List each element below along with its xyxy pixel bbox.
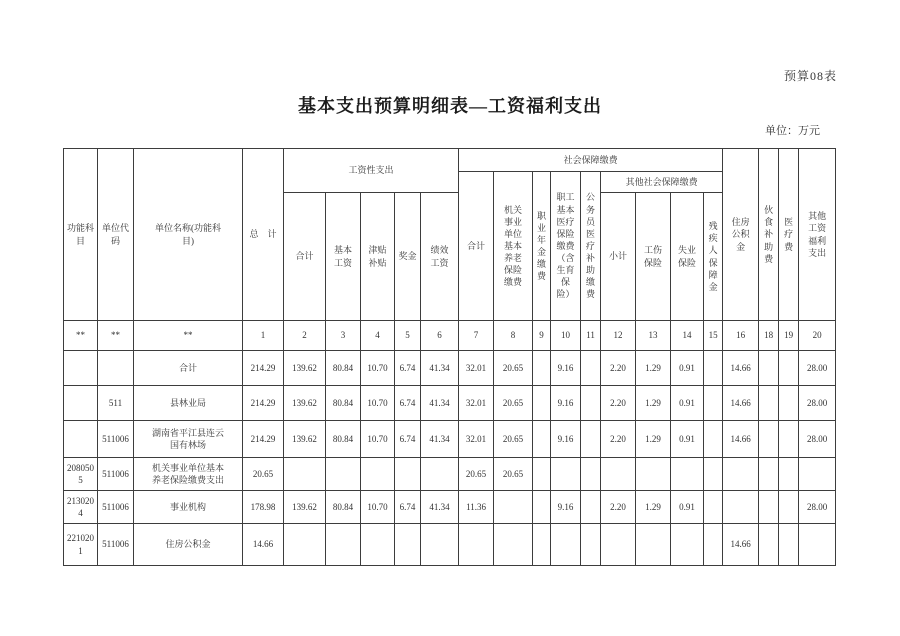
table-cell bbox=[759, 421, 779, 458]
table-cell bbox=[759, 458, 779, 491]
table-cell: 9.16 bbox=[551, 386, 581, 421]
table-cell: 28.00 bbox=[799, 386, 836, 421]
table-cell: 14.66 bbox=[723, 421, 759, 458]
table-cell bbox=[779, 421, 799, 458]
table-cell: 20.65 bbox=[494, 351, 533, 386]
table-cell: 214.29 bbox=[243, 421, 284, 458]
table-cell: 32.01 bbox=[459, 351, 494, 386]
index-cell: 14 bbox=[671, 321, 704, 351]
header-pension-insurance-text: 机关事业单位基本养老保险缴费 bbox=[504, 204, 523, 288]
table-cell: 14.66 bbox=[243, 524, 284, 566]
header-unit-name-text: 单位名称(功能科目) bbox=[155, 223, 221, 246]
table-cell: 10.70 bbox=[361, 421, 395, 458]
header-func-subject: 功能科目 bbox=[64, 149, 98, 321]
table-cell: 合计 bbox=[134, 351, 243, 386]
table-cell bbox=[533, 491, 551, 524]
table-cell bbox=[704, 524, 723, 566]
table-cell: 2210201 bbox=[64, 524, 98, 566]
header-other-welfare-text: 其他工资福利支出 bbox=[808, 211, 827, 258]
table-cell bbox=[395, 524, 421, 566]
header-food-subsidy: 伙食补助费 bbox=[759, 149, 779, 321]
index-cell: 7 bbox=[459, 321, 494, 351]
header-allowance bbox=[361, 193, 395, 321]
table-cell: 14.66 bbox=[723, 524, 759, 566]
index-cell: 8 bbox=[494, 321, 533, 351]
table-cell: 28.00 bbox=[799, 421, 836, 458]
table-cell: 1.29 bbox=[636, 421, 671, 458]
table-cell bbox=[723, 491, 759, 524]
table-cell: 10.70 bbox=[361, 386, 395, 421]
table-cell bbox=[704, 458, 723, 491]
table-cell: 0.91 bbox=[671, 386, 704, 421]
index-cell: 5 bbox=[395, 321, 421, 351]
table-cell: 9.16 bbox=[551, 421, 581, 458]
table-cell: 0.91 bbox=[671, 421, 704, 458]
table-cell: 20.65 bbox=[494, 386, 533, 421]
table-cell: 41.34 bbox=[421, 351, 459, 386]
index-cell: 10 bbox=[551, 321, 581, 351]
header-housing-fund-text: 住房公积金 bbox=[731, 217, 750, 252]
table-cell: 机关事业单位基本养老保险缴费支出 bbox=[134, 458, 243, 491]
table-cell: 20.65 bbox=[459, 458, 494, 491]
table-cell bbox=[494, 524, 533, 566]
header-injury-insurance bbox=[636, 193, 671, 321]
table-cell: 28.00 bbox=[799, 351, 836, 386]
table-cell bbox=[704, 421, 723, 458]
index-cell: 3 bbox=[326, 321, 361, 351]
index-cell: 18 bbox=[759, 321, 779, 351]
table-cell bbox=[799, 458, 836, 491]
index-cell: 15 bbox=[704, 321, 723, 351]
table-cell bbox=[459, 524, 494, 566]
header-other-social-subtotal: 小计 bbox=[601, 193, 636, 321]
index-cell: ** bbox=[64, 321, 98, 351]
table-cell bbox=[581, 491, 601, 524]
header-performance-wage-text: 绩效工资 bbox=[430, 245, 449, 268]
table-cell bbox=[326, 524, 361, 566]
table-cell bbox=[533, 351, 551, 386]
index-cell: ** bbox=[134, 321, 243, 351]
table-cell: 214.29 bbox=[243, 351, 284, 386]
index-cell: 20 bbox=[799, 321, 836, 351]
table-cell: 10.70 bbox=[361, 351, 395, 386]
table-cell bbox=[601, 458, 636, 491]
table-cell bbox=[421, 524, 459, 566]
table-cell: 214.29 bbox=[243, 386, 284, 421]
table-cell: 6.74 bbox=[395, 351, 421, 386]
table-cell: 511 bbox=[98, 386, 134, 421]
table-cell: 2.20 bbox=[601, 386, 636, 421]
table-cell: 41.34 bbox=[421, 386, 459, 421]
table-cell bbox=[64, 421, 98, 458]
index-cell: ** bbox=[98, 321, 134, 351]
table-cell bbox=[779, 458, 799, 491]
table-cell: 20.65 bbox=[494, 458, 533, 491]
table-cell bbox=[551, 458, 581, 491]
table-cell bbox=[779, 386, 799, 421]
table-cell: 1.29 bbox=[636, 386, 671, 421]
table-cell: 139.62 bbox=[284, 491, 326, 524]
table-cell: 14.66 bbox=[723, 351, 759, 386]
header-unit-code: 单位代码 bbox=[98, 149, 134, 321]
table-cell bbox=[361, 524, 395, 566]
table-cell bbox=[533, 386, 551, 421]
table-cell bbox=[64, 351, 98, 386]
table-cell: 住房公积金 bbox=[134, 524, 243, 566]
header-housing-fund bbox=[723, 149, 759, 321]
table-cell bbox=[759, 491, 779, 524]
table-cell: 2.20 bbox=[601, 491, 636, 524]
table-cell: 6.74 bbox=[395, 421, 421, 458]
index-row bbox=[64, 321, 836, 351]
table-cell bbox=[395, 458, 421, 491]
header-injury-insurance-text: 工伤保险 bbox=[644, 245, 663, 268]
table-cell bbox=[779, 491, 799, 524]
table-cell bbox=[64, 386, 98, 421]
table-cell bbox=[759, 386, 779, 421]
header-unit-name bbox=[134, 149, 243, 321]
table-cell: 80.84 bbox=[326, 351, 361, 386]
table-cell: 139.62 bbox=[284, 386, 326, 421]
header-unemployment-insurance-text: 失业保险 bbox=[678, 245, 697, 268]
table-cell bbox=[636, 458, 671, 491]
table-row bbox=[64, 491, 836, 524]
table-cell bbox=[533, 421, 551, 458]
budget-table bbox=[63, 148, 836, 566]
header-medical-fee: 医疗费 bbox=[779, 149, 799, 321]
table-cell bbox=[581, 421, 601, 458]
table-cell bbox=[636, 524, 671, 566]
table-cell: 1.29 bbox=[636, 491, 671, 524]
table-cell: 14.66 bbox=[723, 386, 759, 421]
header-total: 总 计 bbox=[243, 149, 284, 321]
header-allowance-text: 津贴补贴 bbox=[368, 245, 387, 268]
table-cell: 11.36 bbox=[459, 491, 494, 524]
table-cell: 178.98 bbox=[243, 491, 284, 524]
index-cell: 11 bbox=[581, 321, 601, 351]
table-cell bbox=[581, 351, 601, 386]
table-cell bbox=[671, 458, 704, 491]
index-cell: 9 bbox=[533, 321, 551, 351]
table-cell bbox=[779, 524, 799, 566]
header-medical-insurance-text: 职工基本医疗保险缴费（含生育保险） bbox=[556, 192, 575, 300]
table-cell bbox=[533, 524, 551, 566]
table-cell: 10.70 bbox=[361, 491, 395, 524]
table-cell: 41.34 bbox=[421, 421, 459, 458]
table-cell: 511006 bbox=[98, 421, 134, 458]
table-cell bbox=[421, 458, 459, 491]
table-row bbox=[64, 524, 836, 566]
table-cell: 0.91 bbox=[671, 351, 704, 386]
table-cell: 6.74 bbox=[395, 386, 421, 421]
header-medical-insurance bbox=[551, 172, 581, 321]
table-cell bbox=[704, 491, 723, 524]
table-cell bbox=[284, 524, 326, 566]
table-cell: 139.62 bbox=[284, 421, 326, 458]
page-title: 基本支出预算明细表—工资福利支出 bbox=[298, 96, 602, 116]
table-cell bbox=[759, 351, 779, 386]
table-cell bbox=[533, 458, 551, 491]
header-social-group: 社会保障缴费 bbox=[459, 149, 723, 172]
table-cell bbox=[601, 524, 636, 566]
table-cell: 2.20 bbox=[601, 421, 636, 458]
table-cell bbox=[581, 458, 601, 491]
table-cell: 事业机构 bbox=[134, 491, 243, 524]
index-cell: 1 bbox=[243, 321, 284, 351]
table-cell bbox=[779, 351, 799, 386]
table-body bbox=[64, 321, 836, 566]
table-cell: 0.91 bbox=[671, 491, 704, 524]
table-cell bbox=[98, 351, 134, 386]
table-cell bbox=[326, 458, 361, 491]
table-cell: 2080505 bbox=[64, 458, 98, 491]
table-cell: 县林业局 bbox=[134, 386, 243, 421]
table-cell bbox=[759, 524, 779, 566]
table-cell: 1.29 bbox=[636, 351, 671, 386]
table-cell: 511006 bbox=[98, 524, 134, 566]
index-cell: 4 bbox=[361, 321, 395, 351]
header-other-welfare bbox=[799, 149, 836, 321]
table-row bbox=[64, 351, 836, 386]
index-cell: 12 bbox=[601, 321, 636, 351]
table-cell: 80.84 bbox=[326, 421, 361, 458]
table-cell bbox=[799, 524, 836, 566]
header-performance-wage bbox=[421, 193, 459, 321]
table-row bbox=[64, 458, 836, 491]
table-cell: 32.01 bbox=[459, 386, 494, 421]
table-cell bbox=[581, 386, 601, 421]
table-cell: 2.20 bbox=[601, 351, 636, 386]
index-cell: 13 bbox=[636, 321, 671, 351]
table-cell: 20.65 bbox=[494, 421, 533, 458]
header-basic-wage-text: 基本工资 bbox=[333, 245, 352, 268]
table-cell: 20.65 bbox=[243, 458, 284, 491]
header-pension-insurance bbox=[494, 172, 533, 321]
index-cell: 16 bbox=[723, 321, 759, 351]
header-unemployment-insurance bbox=[671, 193, 704, 321]
form-number-label: 预算08表 bbox=[783, 69, 837, 83]
table-cell bbox=[671, 524, 704, 566]
header-social-total: 合计 bbox=[459, 172, 494, 321]
table-cell: 41.34 bbox=[421, 491, 459, 524]
table-cell: 2130204 bbox=[64, 491, 98, 524]
table-cell: 32.01 bbox=[459, 421, 494, 458]
table-row bbox=[64, 421, 836, 458]
table-cell: 511006 bbox=[98, 458, 134, 491]
table-cell bbox=[723, 458, 759, 491]
header-civil-servant-medical: 公务员医疗补助缴费 bbox=[581, 172, 601, 321]
index-cell: 19 bbox=[779, 321, 799, 351]
table-cell: 80.84 bbox=[326, 386, 361, 421]
table-cell bbox=[551, 524, 581, 566]
table-cell: 6.74 bbox=[395, 491, 421, 524]
header-occupational-annuity: 职业年金缴费 bbox=[533, 172, 551, 321]
table-cell: 9.16 bbox=[551, 491, 581, 524]
table-cell: 80.84 bbox=[326, 491, 361, 524]
header-other-social-group: 其他社会保障缴费 bbox=[601, 172, 723, 193]
header-wage-group: 工资性支出 bbox=[284, 149, 459, 193]
table-cell: 511006 bbox=[98, 491, 134, 524]
table-row bbox=[64, 386, 836, 421]
table-cell bbox=[494, 491, 533, 524]
table-cell: 28.00 bbox=[799, 491, 836, 524]
header-bonus: 奖金 bbox=[395, 193, 421, 321]
table-cell bbox=[581, 524, 601, 566]
table-cell: 9.16 bbox=[551, 351, 581, 386]
index-cell: 2 bbox=[284, 321, 326, 351]
table-cell: 湖南省平江县连云国有林场 bbox=[134, 421, 243, 458]
table-cell bbox=[361, 458, 395, 491]
header-basic-wage bbox=[326, 193, 361, 321]
table-cell: 139.62 bbox=[284, 351, 326, 386]
table-cell bbox=[704, 386, 723, 421]
header-wage-total: 合计 bbox=[284, 193, 326, 321]
header-disability-fund: 残疾人保障金 bbox=[704, 193, 723, 321]
index-cell: 6 bbox=[421, 321, 459, 351]
unit-label: 单位：万元 bbox=[765, 125, 820, 137]
table-cell bbox=[284, 458, 326, 491]
table-cell bbox=[704, 351, 723, 386]
